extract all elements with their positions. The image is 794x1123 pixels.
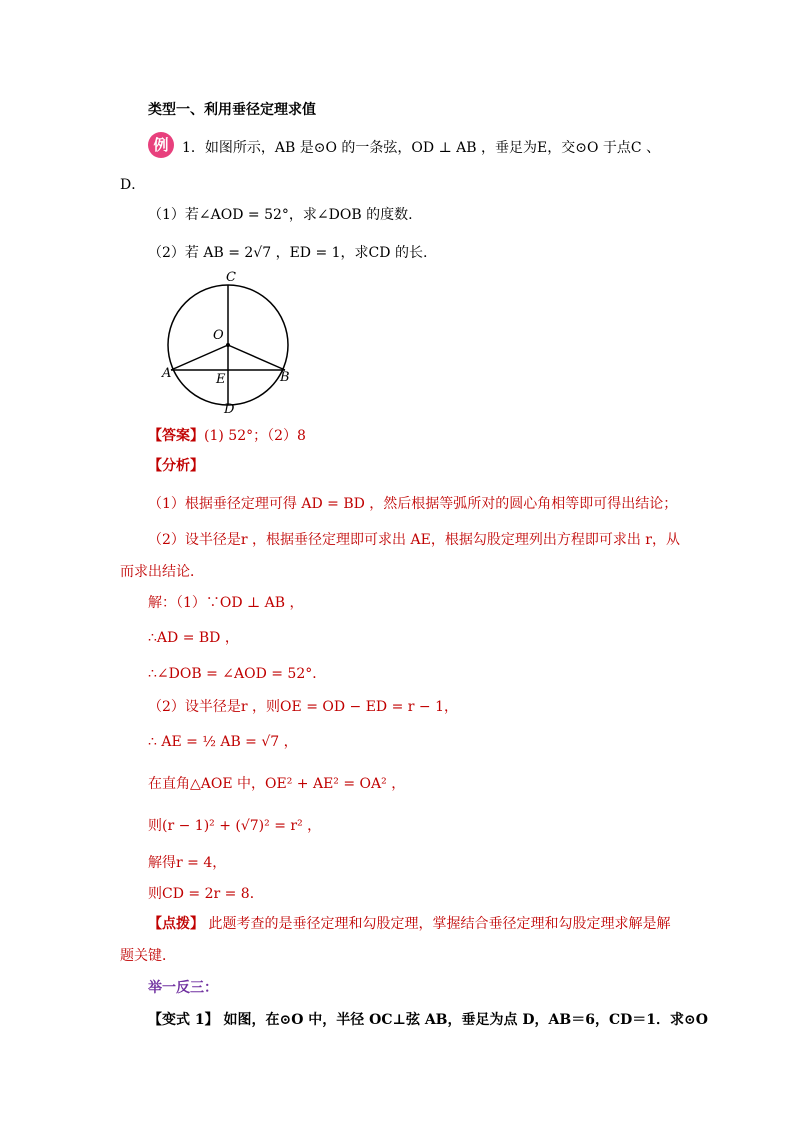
radius-oa (171, 345, 228, 370)
question-1: （1）若∠AOD = 52°，求∠DOB 的度数. (148, 207, 413, 223)
analysis-p1: （1）根据垂径定理可得 AD = BD ，然后根据等弧所对的圆心角相等即可得出结论； (148, 496, 678, 512)
label-a: A (162, 366, 172, 381)
label-c: C (226, 270, 236, 285)
tip-tag: 【点拨】 (148, 916, 204, 932)
label-e: E (216, 372, 226, 387)
analysis-p2b: 而求出结论． (120, 564, 204, 580)
solution-s7: 则(r − 1)² + (√7)² = r² ， (148, 818, 322, 834)
tip-line-2: 题关键． (120, 948, 176, 964)
section-title: 类型一、利用垂径定理求值 (148, 102, 316, 118)
center-point (226, 343, 230, 347)
solution-s2: ∴AD = BD ， (148, 630, 239, 646)
solution-s1: 解：（1）∵OD ⊥ AB ， (148, 595, 304, 611)
solution-s9: 则CD = 2r = 8． (148, 886, 264, 902)
practice-heading: 举一反三： (148, 980, 218, 996)
solution-s6: 在直角△AOE 中，OE² + AE² = OA² ， (148, 776, 406, 792)
variant-1: 【变式 1】 如图，在⊙O 中，半径 OC⊥弦 AB，垂足为点 D，AB＝6，CD＝1．求⊙O (148, 1012, 708, 1028)
analysis-p2a: （2）设半径是r ，根据垂径定理即可求出 AE，根据勾股定理列出方程即可求出 r，从 (148, 532, 680, 548)
problem-line-2: D． (120, 177, 146, 193)
tip-text-1: 此题考查的是垂径定理和勾股定理，掌握结合垂径定理和勾股定理求解是解 (204, 916, 671, 932)
tip-line-1 (148, 914, 670, 934)
solution-s4: （2）设半径是r ，则OE = OD − ED = r − 1， (148, 699, 459, 715)
label-d: D (224, 402, 235, 417)
solution-s8: 解得r = 4， (148, 855, 227, 871)
problem-line-1: 1．如图所示，AB 是⊙O 的一条弦，OD ⊥ AB ，垂足为E，交⊙O 于点C 、 (182, 140, 661, 156)
solution-s5: ∴ AE = ½ AB = √7 ， (148, 734, 298, 750)
answer-line (148, 426, 306, 446)
answer-text: (1) 52°；（2）8 (204, 428, 306, 444)
question-2: （2）若 AB = 2√7 ，ED = 1，求CD 的长. (148, 245, 428, 261)
circle-diagram (160, 272, 310, 422)
circle-figure (160, 272, 310, 426)
label-b: B (280, 370, 290, 385)
answer-tag: 【答案】 (148, 428, 204, 444)
analysis-tag: 【分析】 (148, 458, 204, 474)
radius-ob (228, 345, 285, 370)
label-o: O (213, 328, 224, 343)
solution-s3: ∴∠DOB = ∠AOD = 52°． (148, 666, 327, 682)
example-badge: 例 (148, 132, 174, 158)
